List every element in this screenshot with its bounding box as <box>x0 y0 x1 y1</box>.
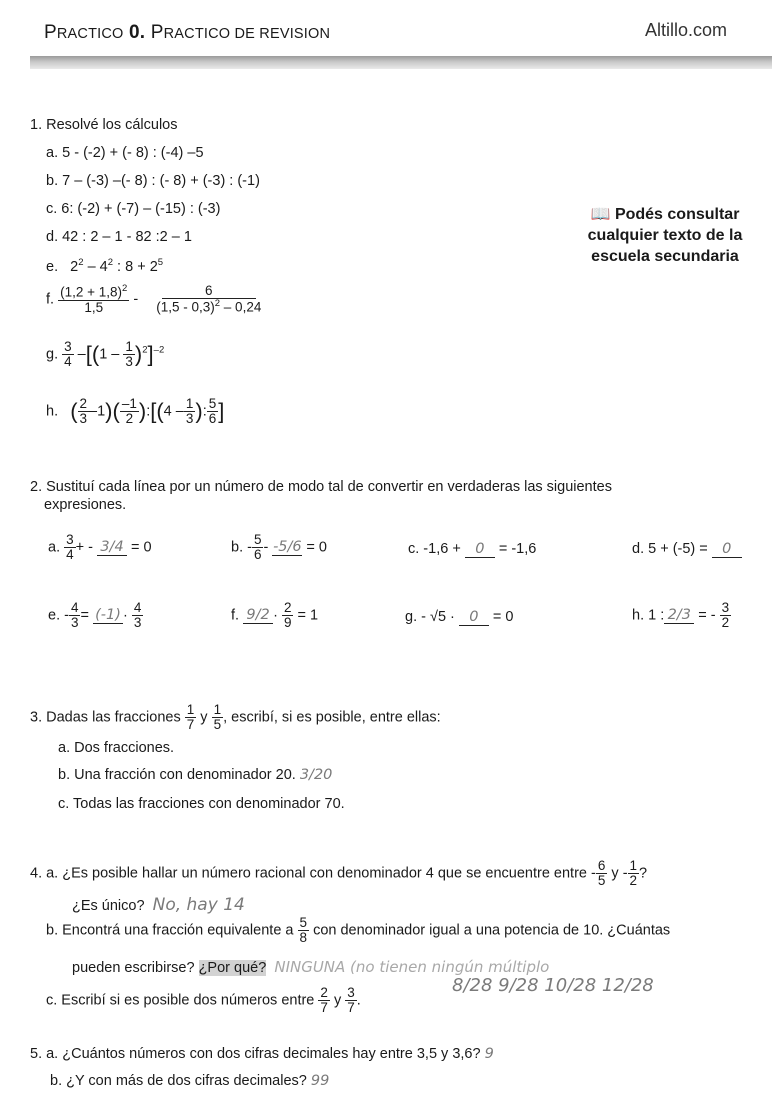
q1-a: a. 5 - (-2) + (- 8) : (-4) –5 <box>46 145 204 161</box>
q2-e: e. - $\frac{4}{3}$ = (-1) · $\frac{4}{3}$ <box>48 600 142 631</box>
q2-title-line2: expresiones. <box>44 497 127 513</box>
q2-c-answer: 0 <box>465 541 495 558</box>
q4-a-line2: ¿Es único? No, hay 14 <box>72 895 245 915</box>
q5-b: b. ¿Y con más de dos cifras decimales? 99 <box>50 1073 330 1089</box>
q1-e: e. $2^2 - 4^2$ : $8 + 2^5$ <box>46 257 164 275</box>
q1-f: f. $\frac{(1,2 + 1,8)^2}{1,5}$ - $\frac{6}{(1,5 - 0,3)^2 - 0,24}$ <box>46 283 262 315</box>
q4-b-answer: NINGUNA (no tienen ningún múltiplo <box>274 958 550 976</box>
q1-b: b. 7 – (-3) –(- 8) : (- 8) + (-3) : (-1) <box>46 173 260 189</box>
q2-b: b. - $\frac{5}{6}$ - -5/6 = 0 <box>231 532 327 563</box>
page-title: PRACTICO 0. PRACTICO DE REVISION <box>44 22 331 43</box>
q1-c: c. 6: (-2) + (-7) – (-15) : (-3) <box>46 201 221 217</box>
q2-b-answer: -5/6 <box>273 539 302 556</box>
header-divider <box>30 56 772 69</box>
q2-title-line1: 2. Sustituí cada línea por un número de modo tal de convertir en verdaderas las siguientes <box>30 479 612 495</box>
q2-h-answer: 2/3 <box>664 607 694 624</box>
q2-f-answer: 9/2 <box>243 607 273 624</box>
q2-d: d. 5 + (-5) = 0 <box>632 541 742 558</box>
book-icon: 📖 <box>590 206 611 223</box>
q5-b-answer: 99 <box>310 1073 330 1089</box>
q4-c: c. Escribí si es posible dos números entre $\frac{2}{7}$ y $\frac{3}{7}$ . <box>46 985 361 1016</box>
q5-a: 5. a. ¿Cuántos números con dos cifras decimales hay entre 3,5 y 3,6? 9 <box>30 1046 494 1062</box>
q4-a: 4. a. ¿Es posible hallar un número racional con denominador 4 que se encuentre entre - $\frac{6}{5}$ y - $\frac{1}{2}$ ? <box>30 858 648 889</box>
q3-b-answer: 3/20 <box>299 767 333 783</box>
q4-c-answer: 8/28 9/28 10/28 12/28 <box>452 975 654 996</box>
q1-g: g. $\frac{3}{4}$ –[(1 – $\frac{1}{3}$ )$^2$]$^{-2}$ <box>46 339 165 370</box>
q2-e-answer: (-1) <box>93 607 123 624</box>
q5-a-answer: 9 <box>484 1046 494 1062</box>
q4-a-answer: No, hay 14 <box>152 895 245 915</box>
q2-d-answer: 0 <box>712 541 742 558</box>
q4-b-line2: pueden escribirse? ¿Por qué? NINGUNA (no tienen ningún múltiplo <box>72 958 550 976</box>
q2-a-answer: 3/4 <box>97 539 127 556</box>
q3-a: a. Dos fracciones. <box>58 740 175 756</box>
q4-b: b. Encontrá una fracción equivalente a $\frac{5}{8}$ con denominador igual a una potencia de 10. ¿Cuántas <box>46 915 671 946</box>
q3-title: 3. Dadas las fracciones $\frac{1}{7}$ y $\frac{1}{5}$ , escribí, si es posible, entre ellas: <box>30 702 441 733</box>
q2-h: h. 1 : 2/3 = - $\frac{3}{2}$ <box>632 600 730 631</box>
q2-g: g. - √5 · 0 = 0 <box>405 609 514 625</box>
q3-b: b. Una fracción con denominador 20. 3/20 <box>58 767 333 783</box>
side-note: 📖 Podés consultar cualquier texto de la escuela secundaria <box>587 206 743 265</box>
q1-title: 1. Resolvé los cálculos <box>30 117 178 133</box>
q2-a: a. $\frac{3}{4}$ + - 3/4 = 0 <box>48 532 152 563</box>
site-name: Altillo.com <box>645 20 728 40</box>
q2-f: f. 9/2 · $\frac{2}{9}$ = 1 <box>231 600 319 631</box>
q1-d: d. 42 : 2 – 1 - 82 :2 – 1 <box>46 229 192 245</box>
q2-g-answer: 0 <box>459 609 489 626</box>
q3-c: c. Todas las fracciones con denominador 70. <box>58 796 345 812</box>
q2-c: c. -1,6 + 0 = -1,6 <box>408 541 537 557</box>
q1-h: h. ( $\frac{2}{3}$ –1)( $\frac{-1}{2}$ ):[(4 – $\frac{1}{3}$ ): $\frac{5}{6}$ ] <box>46 396 225 427</box>
